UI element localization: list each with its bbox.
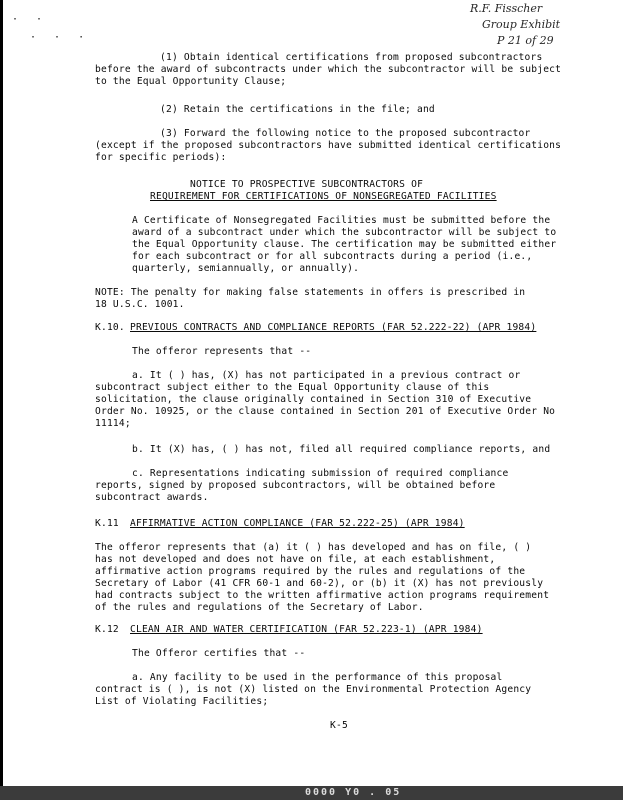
k9-item1-line3: to the Equal Opportunity Clause;: [95, 76, 287, 87]
k9-item3-line3: for specific periods):: [95, 152, 227, 163]
k11-line6: of the rules and regulations of the Secretary of Labor.: [95, 602, 424, 613]
k12-a-line2: contract is ( ), is not (X) listed on the Environmental Protection Agency: [95, 684, 532, 695]
notice-body-line1: A Certificate of Nonsegregated Facilities must be submitted before the: [132, 215, 551, 226]
k12-heading: CLEAN AIR AND WATER CERTIFICATION (FAR 52.223-1) (APR 1984): [130, 624, 483, 635]
k10-b-line1: b. It (X) has, ( ) has not, filed all required compliance reports, and: [132, 444, 551, 455]
k9-item1-line2: before the award of subcontracts under which the subcontractor will be subject: [95, 64, 562, 75]
k10-c-line2: reports, signed by proposed subcontractors, will be obtained before: [95, 480, 496, 491]
k11-line4: Secretary of Labor (41 CFR 60-1 and 60-2), or (b) it (X) has not previously: [95, 578, 544, 589]
k12-heading-number: K.12: [95, 624, 119, 635]
notice-title-line1: NOTICE TO PROSPECTIVE SUBCONTRACTORS OF: [190, 179, 424, 190]
k11-line1: The offeror represents that (a) it ( ) has developed and has on file, ( ): [95, 542, 532, 553]
k10-heading-number: K.10.: [95, 322, 125, 333]
k10-a-line5: 11114;: [95, 418, 131, 429]
k12-intro: The Offeror certifies that --: [132, 648, 306, 659]
k12-a-line3: List of Violating Facilities;: [95, 696, 269, 707]
notice-title-line2: REQUIREMENT FOR CERTIFICATIONS OF NONSEGREGATED FACILITIES: [150, 191, 497, 202]
note-line1: NOTE: The penalty for making false statements in offers is prescribed in: [95, 287, 526, 298]
page-number: K-5: [330, 720, 348, 731]
handwritten-annotation-line1: R.F. Fisscher: [470, 2, 543, 15]
k11-heading: AFFIRMATIVE ACTION COMPLIANCE (FAR 52.222-25) (APR 1984): [130, 518, 465, 529]
k9-item2: (2) Retain the certifications in the file; and: [160, 104, 435, 115]
k11-line2: has not developed and does not have on file, at each establishment,: [95, 554, 496, 565]
k12-a-line1: a. Any facility to be used in the performance of this proposal: [132, 672, 503, 683]
scan-speck: · ·: [12, 14, 49, 25]
k10-a-line3: solicitation, the clause originally contained in Section 310 of Executive: [95, 394, 532, 405]
notice-body-line4: for each subcontract or for all subcontracts during a period (i.e.,: [132, 251, 533, 262]
notice-body-line5: quarterly, semiannually, or annually).: [132, 263, 360, 274]
k10-c-line3: subcontract awards.: [95, 492, 209, 503]
k9-item3-line2: (except if the proposed subcontractors have submitted identical certifications: [95, 140, 562, 151]
scan-edge: [0, 0, 3, 800]
k10-c-line1: c. Representations indicating submission of required compliance: [132, 468, 509, 479]
k9-item3-line1: (3) Forward the following notice to the proposed subcontractor: [160, 128, 531, 139]
k11-heading-number: K.11: [95, 518, 119, 529]
k10-a-line1: a. It ( ) has, (X) has not participated in a previous contract or: [132, 370, 521, 381]
k9-item1-line1: (1) Obtain identical certifications from proposed subcontractors: [160, 52, 543, 63]
handwritten-annotation-line3: P 21 of 29: [497, 34, 554, 47]
k11-line5: had contracts subject to the written affirmative action programs requirement: [95, 590, 550, 601]
k11-line3: affirmative action programs required by the rules and regulations of the: [95, 566, 526, 577]
notice-body-line2: award of a subcontract under which the subcontractor will be subject to: [132, 227, 557, 238]
bates-number: 0000 Y0 . 05: [305, 787, 402, 798]
k10-a-line4: Order No. 10925, or the clause contained in Section 201 of Executive Order No: [95, 406, 556, 417]
handwritten-annotation-line2: Group Exhibit: [482, 18, 561, 31]
k10-intro: The offeror represents that --: [132, 346, 312, 357]
k10-heading: PREVIOUS CONTRACTS AND COMPLIANCE REPORTS (FAR 52.222-22) (APR 1984): [130, 322, 537, 333]
notice-body-line3: the Equal Opportunity clause. The certification may be submitted either: [132, 239, 557, 250]
scan-speck: · · ·: [30, 32, 91, 43]
note-line2: 18 U.S.C. 1001.: [95, 299, 185, 310]
k10-a-line2: subcontract subject either to the Equal Opportunity clause of this: [95, 382, 490, 393]
